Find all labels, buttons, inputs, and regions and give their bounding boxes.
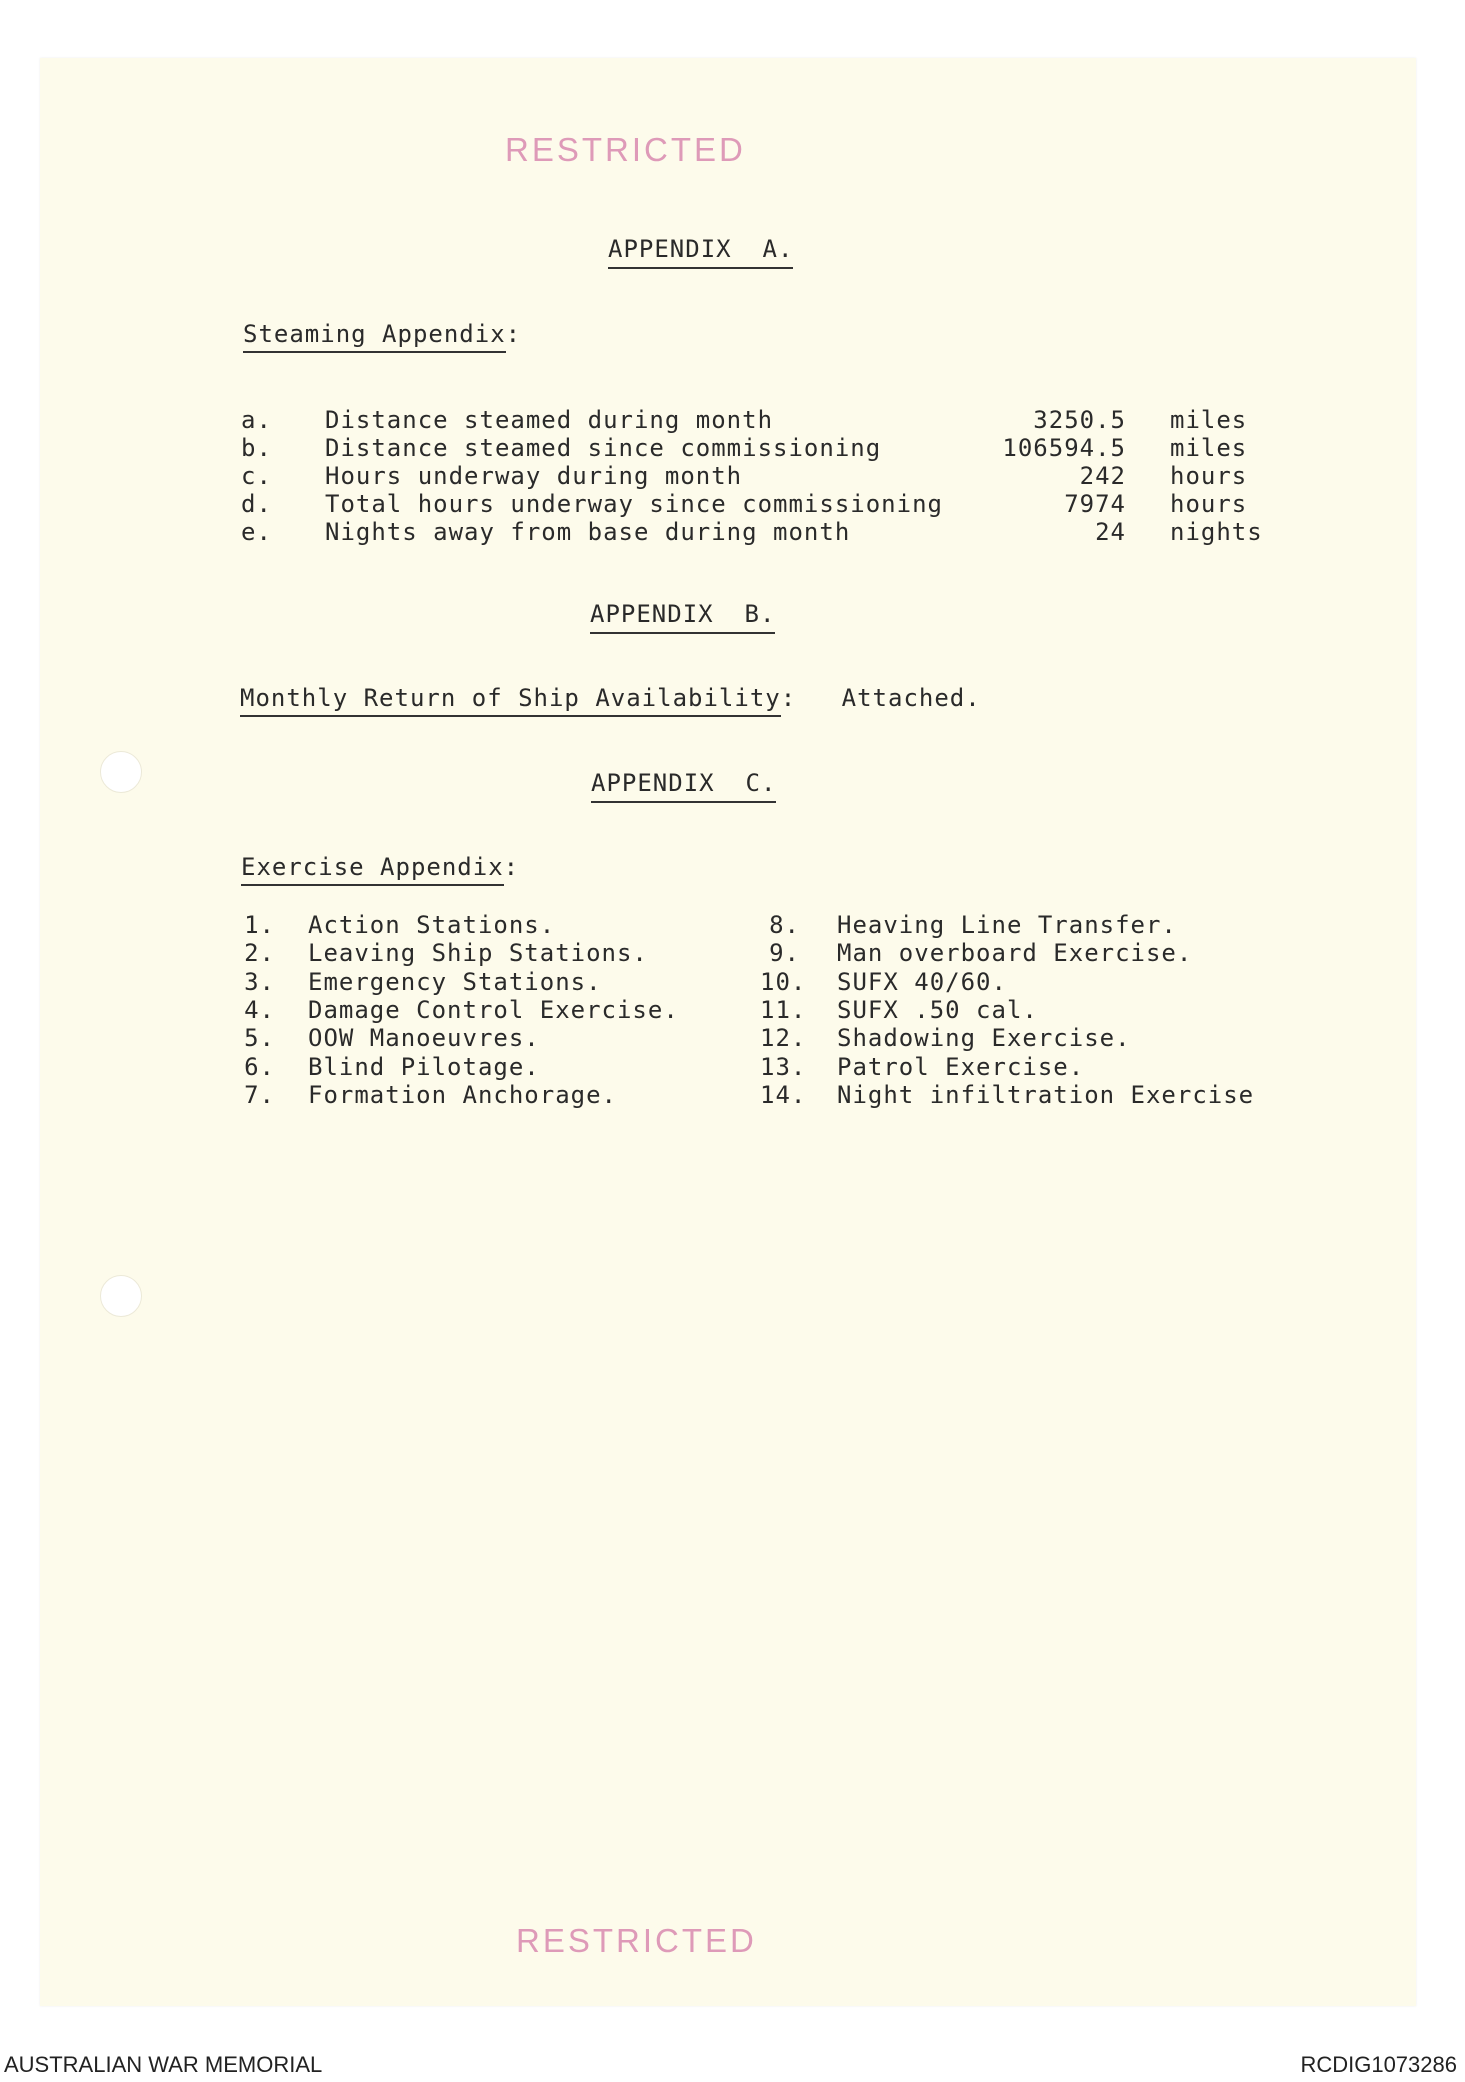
restricted-stamp-bottom: RESTRICTED	[516, 1922, 757, 1959]
steaming-row-value: 106594.5	[1002, 434, 1126, 462]
exercise-name: Blind Pilotage.	[308, 1053, 540, 1081]
steaming-row-letter: b.	[241, 434, 272, 462]
steaming-row-unit: hours	[1170, 490, 1248, 518]
exercise-number: 11.	[760, 996, 807, 1024]
exercise-number: 14.	[760, 1081, 807, 1109]
steaming-row	[241, 490, 1281, 518]
ship-availability-title: Monthly Return of Ship Availability	[240, 684, 781, 717]
exercise-name: SUFX 40/60.	[837, 968, 1007, 996]
exercise-name: Patrol Exercise.	[837, 1053, 1085, 1081]
steaming-row	[241, 518, 1281, 546]
steaming-row-value: 7974	[1064, 490, 1126, 518]
ship-availability-colon: :	[780, 684, 797, 712]
exercise-name: Formation Anchorage.	[308, 1081, 617, 1109]
steaming-row-value: 242	[1079, 462, 1126, 490]
restricted-stamp-top: RESTRICTED	[505, 131, 746, 168]
exercise-number: 1.	[244, 911, 275, 939]
exercise-name: OOW Manoeuvres.	[308, 1024, 540, 1052]
steaming-appendix-colon: :	[505, 320, 522, 348]
steaming-row-unit: miles	[1170, 406, 1248, 434]
steaming-row-unit: hours	[1170, 462, 1248, 490]
exercise-number: 7.	[244, 1081, 275, 1109]
exercise-appendix-colon: :	[503, 853, 520, 881]
steaming-row-description: Total hours underway since commissioning	[325, 490, 943, 518]
appendix-c-heading: APPENDIX C.	[591, 769, 776, 803]
steaming-row-description: Hours underway during month	[325, 462, 743, 490]
punch-hole-bottom	[100, 1275, 142, 1317]
steaming-row-value: 3250.5	[1033, 406, 1126, 434]
exercise-name: Emergency Stations.	[308, 968, 602, 996]
steaming-row-value: 24	[1095, 518, 1126, 546]
steaming-row	[241, 434, 1281, 462]
exercise-number: 6.	[244, 1053, 275, 1081]
ship-availability-line	[240, 684, 981, 712]
footer-source: AUSTRALIAN WAR MEMORIAL	[4, 2052, 323, 2077]
exercise-appendix-title: Exercise Appendix	[241, 853, 504, 886]
exercise-name: Night infiltration Exercise	[837, 1081, 1255, 1109]
exercise-number: 10.	[760, 968, 807, 996]
steaming-row-description: Distance steamed since commissioning	[325, 434, 882, 462]
footer-id: RCDIG1073286	[1300, 2052, 1457, 2077]
ship-availability-value: Attached.	[841, 684, 981, 712]
exercise-name: SUFX .50 cal.	[837, 996, 1038, 1024]
exercise-number: 4.	[244, 996, 275, 1024]
exercise-name: Shadowing Exercise.	[837, 1024, 1131, 1052]
steaming-appendix-label	[243, 320, 521, 348]
appendix-a-heading: APPENDIX A.	[608, 235, 793, 269]
steaming-row-description: Nights away from base during month	[325, 518, 851, 546]
exercise-name: Leaving Ship Stations.	[308, 939, 648, 967]
exercise-number: 9.	[769, 939, 800, 967]
steaming-row-letter: d.	[241, 490, 272, 518]
exercise-number: 13.	[760, 1053, 807, 1081]
appendix-b-heading: APPENDIX B.	[590, 600, 775, 634]
exercise-appendix-label	[241, 853, 519, 881]
steaming-row	[241, 462, 1281, 490]
exercise-number: 5.	[244, 1024, 275, 1052]
steaming-row-description: Distance steamed during month	[325, 406, 774, 434]
steaming-row	[241, 406, 1281, 434]
exercise-number: 3.	[244, 968, 275, 996]
steaming-row-unit: nights	[1170, 518, 1263, 546]
exercise-name: Heaving Line Transfer.	[837, 911, 1177, 939]
exercise-name: Action Stations.	[308, 911, 556, 939]
steaming-row-letter: c.	[241, 462, 272, 490]
exercise-number: 12.	[760, 1024, 807, 1052]
exercise-number: 2.	[244, 939, 275, 967]
exercise-name: Man overboard Exercise.	[837, 939, 1193, 967]
punch-hole-top	[100, 751, 142, 793]
steaming-row-unit: miles	[1170, 434, 1248, 462]
steaming-row-letter: a.	[241, 406, 272, 434]
steaming-appendix-title: Steaming Appendix	[243, 320, 506, 353]
exercise-name: Damage Control Exercise.	[308, 996, 679, 1024]
exercise-number: 8.	[769, 911, 800, 939]
steaming-row-letter: e.	[241, 518, 272, 546]
